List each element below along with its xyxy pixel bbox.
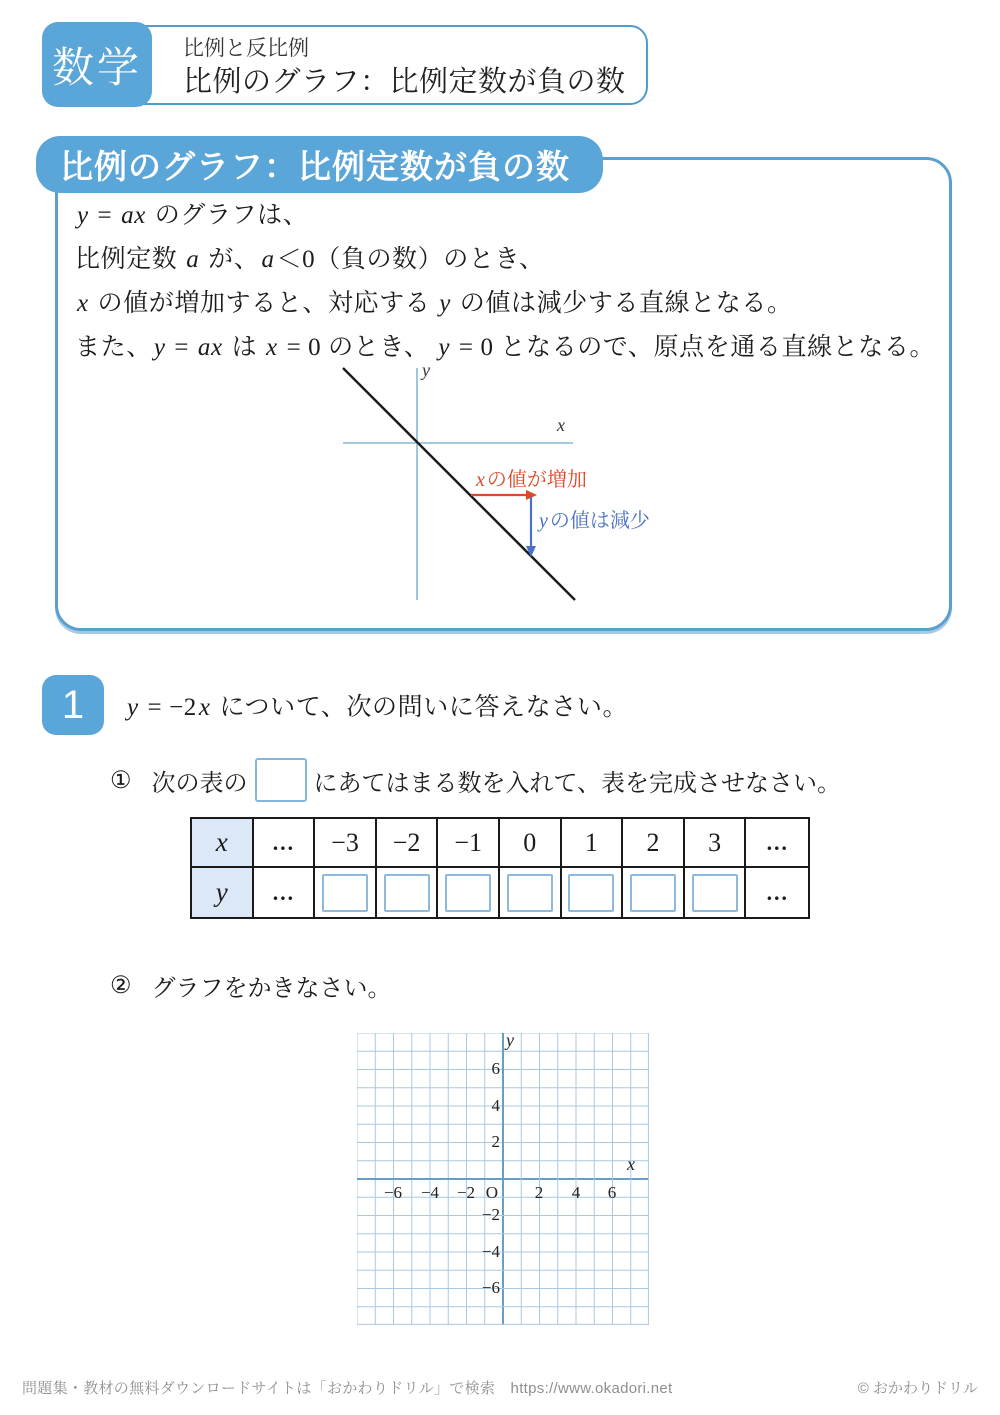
table-y-header: y [192,868,254,917]
answer-box[interactable] [445,874,491,912]
table-cell: 3 [685,819,747,868]
table-cell [623,868,685,917]
answer-box[interactable] [322,874,368,912]
answer-box[interactable] [568,874,614,912]
table-cell: … [254,868,316,917]
value-table [190,817,810,919]
table-cell [377,868,439,917]
footer-copyright: © おかわりドリル [857,1380,978,1397]
table-cell [315,868,377,917]
grid-x-tick: −4 [420,1183,440,1202]
y-decrease-label: y の値は減少 [539,510,650,532]
subquestion-1 [110,758,841,802]
footer-note: 問題集・教材の無料ダウンロードサイトは「おかわりドリル」で検索 https://www.okadori.net [22,1380,673,1397]
question-text: y = −2x について、次の問いに答えなさい。 [127,694,629,721]
subject-badge: 数学 [42,22,152,107]
explanation-graph [330,360,680,610]
grid-y-tick: 6 [491,1059,500,1078]
table-cell [500,868,562,917]
grid-x-tick: 2 [534,1183,544,1202]
grid-y-axis-label: y [506,1030,514,1050]
table-cell [438,868,500,917]
table-cell [685,868,747,917]
grid-y-tick: −6 [481,1278,500,1297]
grid-x-tick: −2 [456,1183,476,1202]
grid-x-axis-label: x [627,1154,635,1174]
grid-origin-label: O [485,1183,498,1202]
subquestion-2 [110,968,392,1003]
grid-x-tick: 6 [607,1183,617,1202]
table-cell: 1 [562,819,624,868]
grid-x-tick: 4 [571,1183,581,1202]
answer-box[interactable] [507,874,553,912]
subquestion-2-number: ② [110,973,132,999]
grid-x-tick: −6 [383,1183,403,1202]
grid-y-tick: −2 [481,1205,500,1224]
table-cell: … [746,819,808,868]
grid-canvas-svg[interactable] [357,1033,649,1325]
grid-y-tick: −4 [481,1242,500,1261]
table-cell: 2 [623,819,685,868]
subquestion-1-number: ① [110,767,132,794]
subquestion-1-post-text: にあてはまる数を入れて、表を完成させなさい。 [313,770,842,797]
answer-box-inline[interactable] [255,758,307,802]
header-title: 比例のグラフ：比例定数が負の数 [183,66,626,98]
x-increase-label: x の値が増加 [476,469,587,491]
graph-y-axis-letter: y [422,360,430,380]
subquestion-2-text: グラフをかきなさい。 [151,976,392,1002]
explanation-line-4: また、y = ax は x = 0 のとき、 y = 0 となるので、原点を通る直線となる。 [75,334,936,361]
explanation-line-2: 比例定数 a が、a＜0（負の数）のとき、 [75,246,545,273]
table-cell: … [746,868,808,917]
graph-x-axis-letter: x [557,415,565,435]
table-cell [562,868,624,917]
answer-box[interactable] [384,874,430,912]
explanation-line-1: y = ax のグラフは、 [77,202,309,229]
table-x-header: x [192,819,254,868]
answer-box[interactable] [630,874,676,912]
table-cell: 0 [500,819,562,868]
table-cell: … [254,819,316,868]
subquestion-1-pre-text: 次の表の [151,770,248,797]
explanation-line-3: x の値が増加すると、対応する y の値は減少する直線となる。 [77,290,793,317]
answer-box[interactable] [692,874,738,912]
table-cell: −2 [377,819,439,868]
grid-y-tick: 4 [491,1096,500,1115]
header-subtitle: 比例と反比例 [183,37,309,60]
table-cell: −1 [438,819,500,868]
grid-y-tick: 2 [491,1132,500,1151]
section-title-bar: 比例のグラフ：比例定数が負の数 [36,136,603,193]
table-cell: −3 [315,819,377,868]
question-number-badge: 1 [42,675,104,735]
coordinate-grid[interactable] [357,1030,649,1325]
